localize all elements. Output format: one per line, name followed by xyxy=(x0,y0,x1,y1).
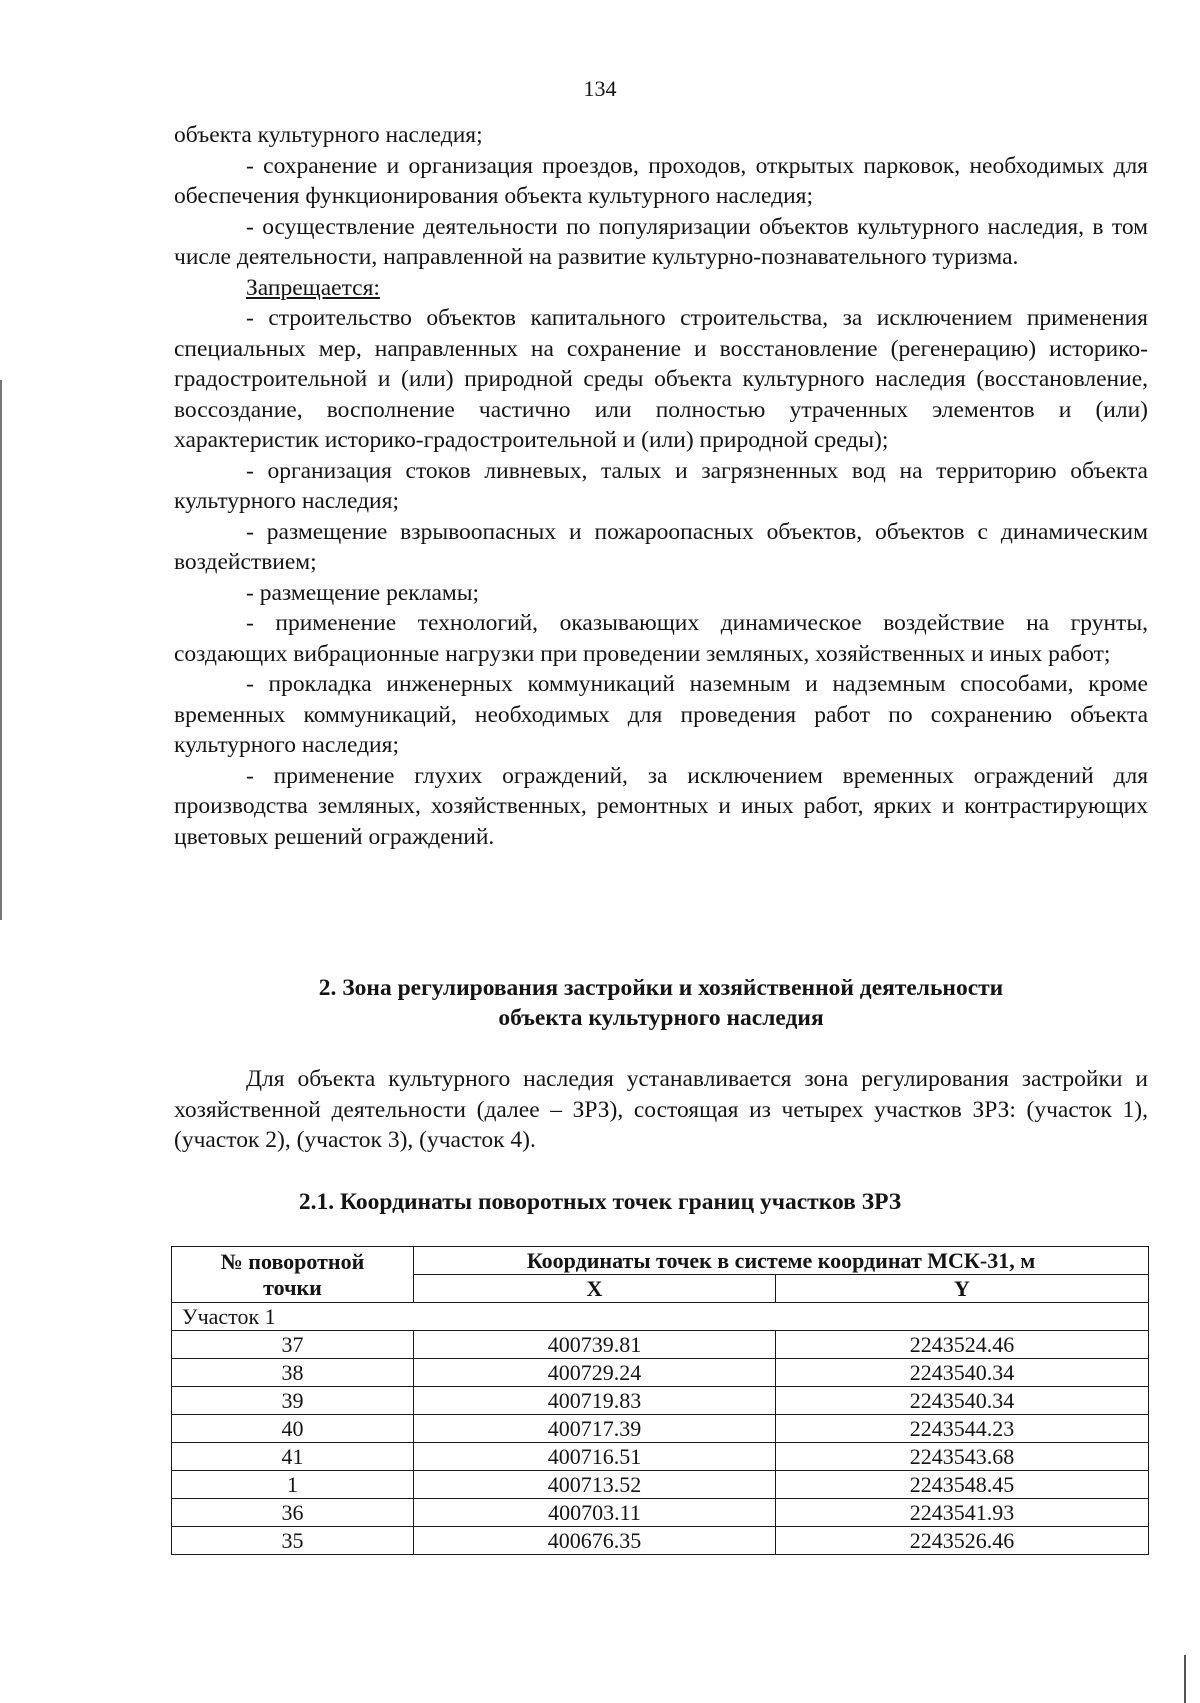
point-number-header-line: № поворотной xyxy=(220,1248,365,1274)
section-heading-line: 2. Зона регулирования застройки и хозяйственной деятельности xyxy=(318,975,1004,1001)
forbidden-label: Запрещается: xyxy=(246,274,380,301)
y-cell: 2243544.23 xyxy=(776,1415,1149,1443)
point-cell: 38 xyxy=(172,1359,414,1387)
point-number-header xyxy=(172,1247,414,1303)
section-label: Участок 1 xyxy=(172,1303,1149,1331)
section-heading xyxy=(174,973,1148,1033)
intro-text xyxy=(174,1064,1148,1156)
table-row xyxy=(172,1471,1149,1499)
paragraph: - сохранение и организация проездов, проходов, открытых парковок, необходимых для обеспечения функционирования объекта культурного наследия; xyxy=(174,152,1148,209)
paragraph: - организация стоков ливневых, талых и загрязненных вод на территорию объекта культурного наследия; xyxy=(174,457,1148,514)
x-cell: 400717.39 xyxy=(414,1415,776,1443)
section-row xyxy=(172,1303,1149,1331)
table-title: 2.1. Координаты поворотных точек границ участков ЗРЗ xyxy=(298,1189,902,1215)
margin-mark xyxy=(1184,1655,1186,1703)
paragraph: - строительство объектов капитального строительства, за исключением применения специальных мер, направленных на сохранение и восстановление (регенерацию) историко-градостроительной и (или) природной среды объекта культурного наследия (восстановление, воссоздание, восполнение частично или полностью утраченных элементов и (или) характеристик историко-градостроительной и (или) природной среды); xyxy=(174,305,1148,453)
x-cell: 400676.35 xyxy=(414,1527,776,1555)
point-cell: 1 xyxy=(172,1471,414,1499)
point-cell: 37 xyxy=(172,1331,414,1359)
x-cell: 400703.11 xyxy=(414,1499,776,1527)
x-cell: 400713.52 xyxy=(414,1471,776,1499)
x-header: X xyxy=(414,1275,776,1303)
table-row xyxy=(172,1387,1149,1415)
y-cell: 2243541.93 xyxy=(776,1499,1149,1527)
point-cell: 35 xyxy=(172,1527,414,1555)
section-heading-line: объекта культурного наследия xyxy=(498,1005,824,1031)
paragraph: - осуществление деятельности по популяризации объектов культурного наследия, в том числе деятельности, направленной на развитие культурно-познавательного туризма. xyxy=(174,213,1148,270)
y-cell: 2243543.68 xyxy=(776,1443,1149,1471)
margin-mark xyxy=(0,380,2,920)
table-row xyxy=(172,1359,1149,1387)
point-cell: 40 xyxy=(172,1415,414,1443)
coordinates-table xyxy=(171,1246,1149,1555)
table-row xyxy=(172,1415,1149,1443)
table-row xyxy=(172,1331,1149,1359)
point-cell: 39 xyxy=(172,1387,414,1415)
y-header: Y xyxy=(776,1275,1149,1303)
forbidden-heading xyxy=(174,273,1148,304)
page-number: 134 xyxy=(583,76,617,101)
paragraph: - применение глухих ограждений, за исключением временных ограждений для производства земляных, хозяйственных, ремонтных и иных работ, ярких и контрастирующих цветовых решений ограждений. xyxy=(174,762,1148,850)
x-cell: 400719.83 xyxy=(414,1387,776,1415)
intro-paragraph: Для объекта культурного наследия устанавливается зона регулирования застройки и хозяйственной деятельности (далее – ЗРЗ), состоящая из четырех участков ЗРЗ: (участок 1), (участок 2), (участок 3), (участок 4). xyxy=(174,1066,1148,1153)
y-cell: 2243540.34 xyxy=(776,1387,1149,1415)
table-row xyxy=(172,1443,1149,1471)
y-cell: 2243524.46 xyxy=(776,1331,1149,1359)
paragraph: - размещение взрывоопасных и пожароопасных объектов, объектов с динамическим воздействием; xyxy=(174,518,1148,575)
point-cell: 36 xyxy=(172,1499,414,1527)
coordinates-header: Координаты точек в системе координат МСК-31, м xyxy=(414,1247,1149,1275)
table-row xyxy=(172,1499,1149,1527)
y-cell: 2243526.46 xyxy=(776,1527,1149,1555)
point-number-header-line: точки xyxy=(263,1274,322,1300)
table-row xyxy=(172,1527,1149,1555)
paragraph: - размещение рекламы; xyxy=(246,579,480,606)
x-cell: 400716.51 xyxy=(414,1443,776,1471)
point-cell: 41 xyxy=(172,1443,414,1471)
y-cell: 2243540.34 xyxy=(776,1359,1149,1387)
body-text xyxy=(174,120,1148,852)
paragraph: - прокладка инженерных коммуникаций наземным и надземным способами, кроме временных коммуникаций, необходимых для проведения работ по сохранению объекта культурного наследия; xyxy=(174,671,1148,758)
x-cell: 400739.81 xyxy=(414,1331,776,1359)
paragraph: объекта культурного наследия; xyxy=(174,122,483,148)
paragraph: - применение технологий, оказывающих динамическое воздействие на грунты, создающих вибрационные нагрузки при проведении земляных, хозяйственных и иных работ; xyxy=(174,610,1148,667)
x-cell: 400729.24 xyxy=(414,1359,776,1387)
y-cell: 2243548.45 xyxy=(776,1471,1149,1499)
